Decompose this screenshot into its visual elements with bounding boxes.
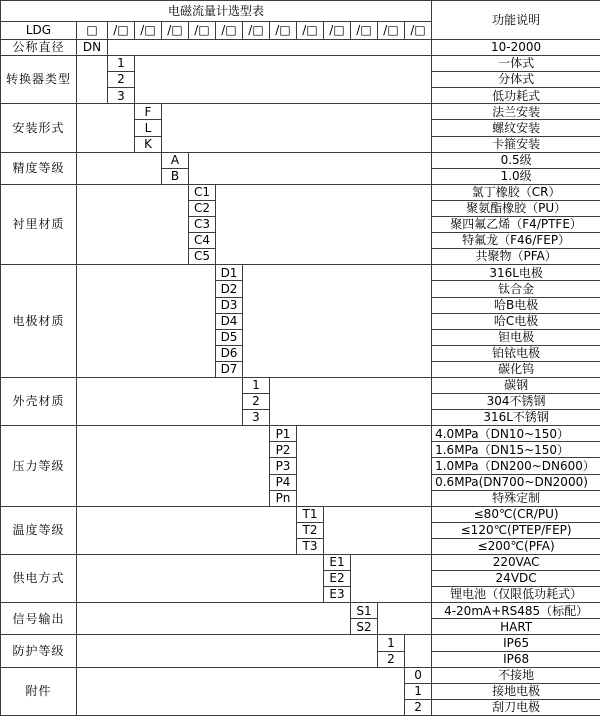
desc-cell: 哈B电极 xyxy=(432,297,600,313)
model-slot: /□ xyxy=(324,22,351,40)
desc-cell: 钽电极 xyxy=(432,329,600,345)
code-cell: 3 xyxy=(243,410,270,426)
empty-filler xyxy=(77,377,243,425)
code-cell: T1 xyxy=(297,506,324,522)
code-cell: T3 xyxy=(297,538,324,554)
desc-cell: 不接地 xyxy=(432,667,600,683)
code-cell: C3 xyxy=(189,217,216,233)
code-cell: 3 xyxy=(108,88,135,104)
desc-cell: 特氟龙（F46/FEP） xyxy=(432,233,600,249)
desc-cell: 聚四氟乙烯（F4/PTFE） xyxy=(432,217,600,233)
desc-cell: 4.0MPa（DN10~150） xyxy=(432,426,600,442)
model-slot: /□ xyxy=(297,22,324,40)
code-cell: 1 xyxy=(243,377,270,393)
desc-cell: 共聚物（PFA） xyxy=(432,249,600,265)
desc-cell: 碳化钨 xyxy=(432,361,600,377)
empty-filler xyxy=(77,506,297,554)
code-cell: 1 xyxy=(108,56,135,72)
code-cell: P1 xyxy=(270,426,297,442)
empty-filler xyxy=(378,603,432,635)
empty-filler xyxy=(77,104,135,152)
desc-cell: 0.6MPa(DN700~DN2000) xyxy=(432,474,600,490)
code-cell: F xyxy=(135,104,162,120)
empty-filler xyxy=(297,426,432,506)
desc-cell: 法兰安装 xyxy=(432,104,600,120)
code-cell: 2 xyxy=(405,699,432,715)
group-label-nominal-diameter: 公称直径 xyxy=(1,40,77,56)
desc-cell: 316L不锈钢 xyxy=(432,410,600,426)
desc-cell: 10-2000 xyxy=(432,40,600,56)
code-cell: P4 xyxy=(270,474,297,490)
desc-cell: 1.6MPa（DN15~150） xyxy=(432,442,600,458)
model-slot: /□ xyxy=(108,22,135,40)
code-cell: K xyxy=(135,136,162,152)
group-label-accessories: 附件 xyxy=(1,667,77,715)
desc-cell: 低功耗式 xyxy=(432,88,600,104)
code-cell: DN xyxy=(77,40,108,56)
code-cell: A xyxy=(162,152,189,168)
code-cell: D7 xyxy=(216,361,243,377)
model-base-box: □ xyxy=(77,22,108,40)
code-cell: T2 xyxy=(297,522,324,538)
code-cell: D6 xyxy=(216,345,243,361)
group-label-electrode-material: 电极材质 xyxy=(1,265,77,378)
group-label-temperature-rating: 温度等级 xyxy=(1,506,77,554)
desc-cell: 一体式 xyxy=(432,56,600,72)
empty-filler xyxy=(77,555,324,603)
empty-filler xyxy=(162,104,432,152)
group-label-lining-material: 衬里材质 xyxy=(1,184,77,264)
function-column-header: 功能说明 xyxy=(432,1,600,40)
group-label-power-supply: 供电方式 xyxy=(1,555,77,603)
code-cell: D2 xyxy=(216,281,243,297)
code-cell: E1 xyxy=(324,555,351,571)
desc-cell: 4-20mA+RS485（标配） xyxy=(432,603,600,619)
model-slot: /□ xyxy=(216,22,243,40)
code-cell: Pn xyxy=(270,490,297,506)
empty-filler xyxy=(77,265,216,378)
code-cell: D1 xyxy=(216,265,243,281)
desc-cell: ≤80℃(CR/PU) xyxy=(432,506,600,522)
empty-filler xyxy=(77,603,351,635)
empty-filler xyxy=(135,56,432,104)
model-slot: /□ xyxy=(270,22,297,40)
desc-cell: 1.0级 xyxy=(432,168,600,184)
desc-cell: 卡箍安装 xyxy=(432,136,600,152)
code-cell: 2 xyxy=(108,72,135,88)
code-cell: P2 xyxy=(270,442,297,458)
desc-cell: 钛合金 xyxy=(432,281,600,297)
empty-filler xyxy=(77,667,405,715)
code-cell: D3 xyxy=(216,297,243,313)
desc-cell: 304不锈钢 xyxy=(432,394,600,410)
empty-filler xyxy=(77,56,108,104)
desc-cell: ≤200℃(PFA) xyxy=(432,538,600,554)
desc-cell: HART xyxy=(432,619,600,635)
group-label-converter-type: 转换器类型 xyxy=(1,56,77,104)
code-cell: S2 xyxy=(351,619,378,635)
empty-filler xyxy=(108,40,432,56)
desc-cell: 刮刀电极 xyxy=(432,699,600,715)
desc-cell: IP68 xyxy=(432,651,600,667)
code-cell: C2 xyxy=(189,200,216,216)
desc-cell: 0.5级 xyxy=(432,152,600,168)
desc-cell: 锂电池（仅限低功耗式） xyxy=(432,587,600,603)
empty-filler xyxy=(270,377,432,425)
code-cell: 0 xyxy=(405,667,432,683)
desc-cell: ≤120℃(PTEP/FEP) xyxy=(432,522,600,538)
group-label-signal-output: 信号输出 xyxy=(1,603,77,635)
desc-cell: 特殊定制 xyxy=(432,490,600,506)
code-cell: 2 xyxy=(243,394,270,410)
model-prefix: LDG xyxy=(1,22,77,40)
code-cell: 1 xyxy=(378,635,405,651)
model-slot: /□ xyxy=(189,22,216,40)
empty-filler xyxy=(77,426,270,506)
desc-cell: 哈C电极 xyxy=(432,313,600,329)
code-cell: C5 xyxy=(189,249,216,265)
empty-filler xyxy=(189,152,432,184)
desc-cell: 接地电极 xyxy=(432,683,600,699)
desc-cell: 碳钢 xyxy=(432,377,600,393)
desc-cell: 氯丁橡胶（CR） xyxy=(432,184,600,200)
empty-filler xyxy=(324,506,432,554)
desc-cell: 220VAC xyxy=(432,555,600,571)
model-slot: /□ xyxy=(135,22,162,40)
table-title: 电磁流量计选型表 xyxy=(1,1,432,22)
desc-cell: 24VDC xyxy=(432,571,600,587)
code-cell: E2 xyxy=(324,571,351,587)
code-cell: 2 xyxy=(378,651,405,667)
model-slot: /□ xyxy=(405,22,432,40)
model-slot: /□ xyxy=(243,22,270,40)
code-cell: C1 xyxy=(189,184,216,200)
model-slot: /□ xyxy=(351,22,378,40)
desc-cell: IP65 xyxy=(432,635,600,651)
model-slot: /□ xyxy=(378,22,405,40)
code-cell: S1 xyxy=(351,603,378,619)
empty-filler xyxy=(77,635,378,667)
desc-cell: 分体式 xyxy=(432,72,600,88)
code-cell: D5 xyxy=(216,329,243,345)
empty-filler xyxy=(405,635,432,667)
empty-filler xyxy=(216,184,432,264)
code-cell: L xyxy=(135,120,162,136)
desc-cell: 聚氨酯橡胶（PU） xyxy=(432,200,600,216)
empty-filler xyxy=(77,152,162,184)
code-cell: P3 xyxy=(270,458,297,474)
empty-filler xyxy=(351,555,432,603)
code-cell: E3 xyxy=(324,587,351,603)
code-cell: B xyxy=(162,168,189,184)
empty-filler xyxy=(77,184,189,264)
code-cell: D4 xyxy=(216,313,243,329)
group-label-pressure-rating: 压力等级 xyxy=(1,426,77,506)
desc-cell: 螺纹安装 xyxy=(432,120,600,136)
desc-cell: 铂铱电极 xyxy=(432,345,600,361)
desc-cell: 1.0MPa（DN200~DN600） xyxy=(432,458,600,474)
group-label-protection-rating: 防护等级 xyxy=(1,635,77,667)
group-label-accuracy: 精度等级 xyxy=(1,152,77,184)
model-slot: /□ xyxy=(162,22,189,40)
code-cell: 1 xyxy=(405,683,432,699)
group-label-installation: 安装形式 xyxy=(1,104,77,152)
group-label-housing-material: 外壳材质 xyxy=(1,377,77,425)
empty-filler xyxy=(243,265,432,378)
code-cell: C4 xyxy=(189,233,216,249)
desc-cell: 316L电极 xyxy=(432,265,600,281)
